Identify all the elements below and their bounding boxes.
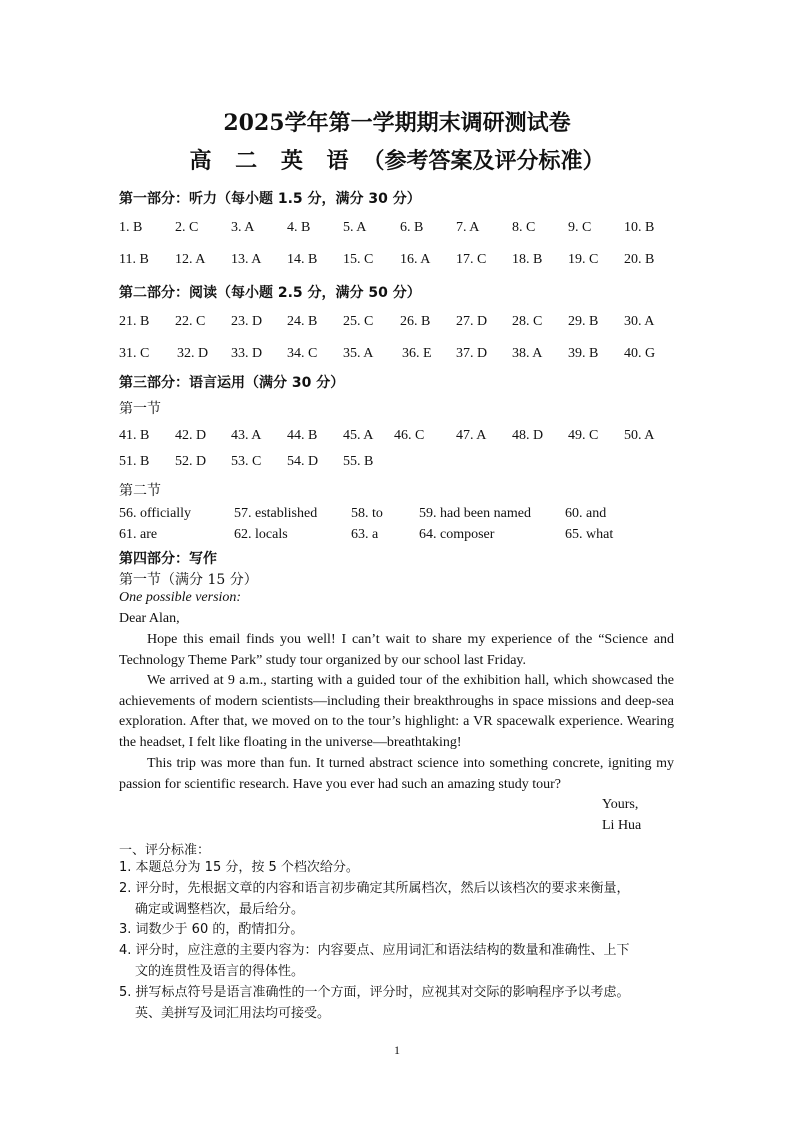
criteria-item	[119, 941, 679, 982]
answer-item: 33. D	[231, 346, 263, 361]
letter-paragraph-1: Hope this email finds you well! I can’t wait to share my experience of the “Science and Technology Theme Park” study tour organized by our school last Friday.	[119, 632, 674, 668]
answer-item: 16. A	[400, 252, 431, 267]
answer-item: 45. A	[343, 428, 374, 443]
criteria-line: 4. 评分时，应注意的主要内容为：内容要点、应用词汇和语法结构的数量和准确性、上下	[119, 943, 630, 958]
answer-item: 27. D	[456, 314, 488, 329]
answer-item: 3. A	[231, 220, 255, 235]
answer-item: 53. C	[231, 454, 262, 469]
version-label: One possible version:	[119, 590, 242, 605]
criteria-line: 1. 本题总分为 15 分，按 5 个档次给分。	[119, 860, 359, 875]
criteria-line-continued: 确定或调整档次，最后给分。	[135, 901, 305, 917]
letter-paragraph-2: We arrived at 9 a.m., starting with a guided tour of the exhibition hall, which showcased the achievements of modern scientists—including their breakthroughs in space missions and deep-sea exploration. After that, we moved on to the tour’s highlight: a VR spacewalk experience. Wearing the headset, I felt like floating in the universe—breathtaking!	[119, 673, 674, 750]
criteria-item	[119, 858, 679, 879]
answer-item: 14. B	[287, 252, 318, 267]
part1-heading: 第一部分：听力（每小题 1.5 分，满分 30 分）	[119, 191, 421, 207]
answer-item: 11. B	[119, 252, 149, 267]
criteria-line-continued: 英、美拼写及词汇用法均可接受。	[135, 1005, 331, 1021]
answer-item: 13. A	[231, 252, 262, 267]
answer-item: 4. B	[287, 220, 311, 235]
letter-salutation: Dear Alan,	[119, 611, 180, 626]
answer-item: 5. A	[343, 220, 367, 235]
answer-item: 44. B	[287, 428, 318, 443]
answer-item: 18. B	[512, 252, 543, 267]
page-title: 2025学年第一学期期末调研测试卷	[223, 110, 571, 136]
criteria-item	[119, 983, 679, 1024]
criteria-line: 2. 评分时，先根据文章的内容和语言初步确定其所属档次，然后以该档次的要求来衡量，	[119, 881, 630, 896]
answer-item: 65. what	[565, 527, 614, 542]
part4-section1-label: 第一节（满分 15 分）	[119, 572, 258, 588]
answer-item: 56. officially	[119, 506, 192, 521]
answer-item: 42. D	[175, 428, 207, 443]
answer-item: 28. C	[512, 314, 543, 329]
answer-item: 17. C	[456, 252, 487, 267]
subject-title: 高 二 英 语	[189, 148, 357, 174]
answer-item: 31. C	[119, 346, 150, 361]
answer-item: 24. B	[287, 314, 318, 329]
part4-heading: 第四部分：写作	[119, 551, 217, 567]
answer-item: 6. B	[400, 220, 424, 235]
answer-item: 63. a	[351, 527, 379, 542]
answer-item: 55. B	[343, 454, 374, 469]
answer-item: 15. C	[343, 252, 374, 267]
part3-heading: 第三部分：语言运用（满分 30 分）	[119, 375, 345, 391]
criteria-line: 3. 词数少于 60 的，酌情扣分。	[119, 922, 304, 937]
criteria-line: 5. 拼写标点符号是语言准确性的一个方面，评分时，应视其对交际的影响程序予以考虑。	[119, 985, 630, 1000]
page-subtitle	[0, 144, 794, 175]
answer-item: 38. A	[512, 346, 543, 361]
part3-section1-label: 第一节	[119, 401, 161, 417]
answer-item: 40. G	[624, 346, 656, 361]
answer-item: 29. B	[568, 314, 599, 329]
answer-item: 49. C	[568, 428, 599, 443]
answer-item: 52. D	[175, 454, 207, 469]
answer-item: 62. locals	[234, 527, 288, 542]
answer-item: 10. B	[624, 220, 655, 235]
answer-item: 58. to	[351, 506, 383, 521]
part2-heading: 第二部分：阅读（每小题 2.5 分，满分 50 分）	[119, 285, 421, 301]
answer-item: 1. B	[119, 220, 143, 235]
answer-item: 51. B	[119, 454, 150, 469]
answer-item: 8. C	[512, 220, 536, 235]
answer-item: 61. are	[119, 527, 158, 542]
answer-item: 32. D	[177, 346, 209, 361]
criteria-item	[119, 879, 679, 920]
answer-item: 47. A	[456, 428, 487, 443]
answer-item: 36. E	[402, 346, 432, 361]
answer-item: 23. D	[231, 314, 263, 329]
criteria-line-continued: 文的连贯性及语言的得体性。	[135, 963, 305, 979]
answer-item: 30. A	[624, 314, 655, 329]
answer-item: 60. and	[565, 506, 607, 521]
criteria-item	[119, 920, 679, 941]
answer-item: 35. A	[343, 346, 374, 361]
subtitle-note: （参考答案及评分标准）	[362, 148, 605, 174]
answer-item: 59. had been named	[419, 506, 531, 521]
answer-item: 37. D	[456, 346, 488, 361]
answer-item: 48. D	[512, 428, 544, 443]
answer-item: 20. B	[624, 252, 655, 267]
answer-item: 2. C	[175, 220, 199, 235]
answer-item: 57. established	[234, 506, 318, 521]
answer-item: 12. A	[175, 252, 206, 267]
answer-item: 26. B	[400, 314, 431, 329]
answer-item: 19. C	[568, 252, 599, 267]
answer-item: 50. A	[624, 428, 655, 443]
letter-paragraph-3: This trip was more than fun. It turned abstract science into something concrete, igniting my passion for scientific research. Have you ever had such an amazing study tour?	[119, 756, 674, 792]
letter-closing: Yours,	[602, 797, 639, 812]
answer-item: 41. B	[119, 428, 150, 443]
answer-item: 46. C	[394, 428, 425, 443]
page-number: 1	[394, 1043, 400, 1057]
answer-item: 34. C	[287, 346, 318, 361]
answer-item: 22. C	[175, 314, 206, 329]
part3-section2-label: 第二节	[119, 483, 161, 499]
answer-item: 43. A	[231, 428, 262, 443]
answer-item: 64. composer	[419, 527, 495, 542]
answer-item: 7. A	[456, 220, 480, 235]
letter-signature: Li Hua	[602, 818, 642, 833]
answer-item: 54. D	[287, 454, 319, 469]
answer-item: 21. B	[119, 314, 150, 329]
answer-item: 9. C	[568, 220, 592, 235]
answer-item: 25. C	[343, 314, 374, 329]
answer-item: 39. B	[568, 346, 599, 361]
criteria-heading: 一、评分标准：	[119, 843, 211, 858]
